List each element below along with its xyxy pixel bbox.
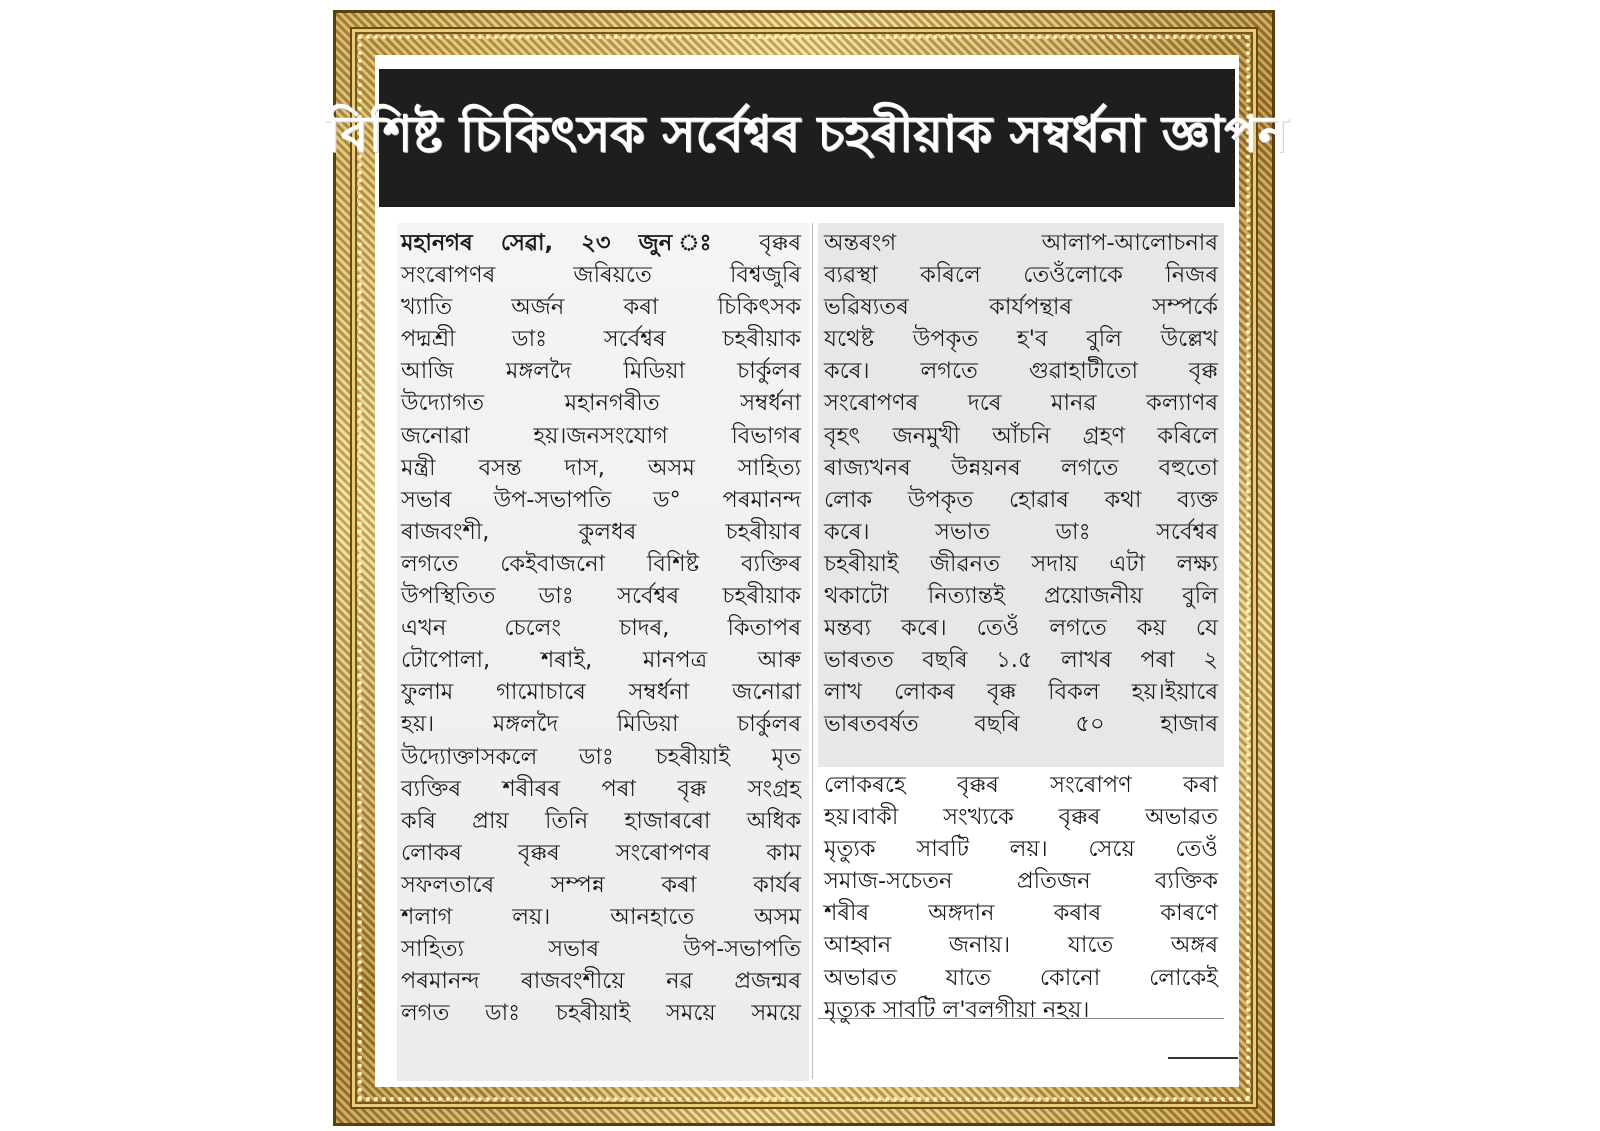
article-text-line: খ্যাতি অৰ্জন কৰা চিকিৎসক [401,294,801,321]
article-text-line: ব্যৱস্থা কৰিলে তেওঁলোকে নিজৰ [824,262,1218,289]
article-text-line: লগত ডাঃ চহৰীয়াই সময়ে সময়ে [401,1000,801,1027]
article-text-line: ভাৰতবৰ্ষত বছৰি ৫০ হাজাৰ [824,711,1218,738]
article-text-line: শৰীৰ অঙ্গদান কৰাৰ কাৰণে [824,900,1218,927]
article-text-line: সফলতাৰে সম্পন্ন কৰা কাৰ্যৰ [401,871,801,898]
left-first-line-text: বৃক্কৰ [759,230,801,256]
article-text-line: সমাজ-সচেতন প্ৰতিজন ব্যক্তিক [824,868,1218,895]
article-text-line: পদ্মশ্ৰী ডাঃ সৰ্বেশ্বৰ চহৰীয়াক [401,326,801,353]
article-end-rule [1168,1057,1238,1059]
article-text-line: হয়। মঙ্গলদৈ মিডিয়া চাৰ্কুলৰ [401,711,801,738]
article-text-line: সংৰোপণৰ জৰিয়তে বিশ্বজুৰি [401,262,801,289]
article-text-line: শলাগ লয়। আনহাতে অসম [401,903,801,930]
dateline: মহানগৰ সেৱা, ২৩ জুন ঃ [401,230,732,256]
article-text-line: ফুলাম গামোচাৰে সম্বৰ্ধনা জনোৱা [401,679,801,706]
article-text-line: ৰাজবংশী, কুলধৰ চহৰীয়াৰ [401,518,801,545]
article-text-line: সভাৰ উপ-সভাপতি ড° পৰমানন্দ [401,486,801,513]
article-text-line: উদ্যোগত মহানগৰীত সম্বৰ্ধনা [401,390,801,417]
article-column-right [818,223,1224,1023]
article-text-line: অন্তৰংগ আলাপ-আলোচনাৰ [824,230,1218,256]
article-text-line: জনোৱা হয়।জনসংযোগ বিভাগৰ [401,422,801,449]
headline-text: বিশিষ্ট চিকিৎসক সৰ্বেশ্বৰ চহৰীয়াক সম্বৰ্ধনা জ্ঞাপন [326,104,1288,163]
article-text-line: অভাৱত যাতে কোনো লোকেই [824,964,1218,991]
article-text-line: কৰে। লগতে গুৱাহাটীতো বৃক্ক [824,358,1218,385]
article-text-line: মৃত্যুক সাবটি লয়। সেয়ে তেওঁ [824,836,1218,863]
newspaper-clipping [326,55,1288,1087]
article-text-line: থকাটো নিত্যান্তই প্ৰয়োজনীয় বুলি [824,583,1218,610]
article-text-line: আজি মঙ্গলদৈ মিডিয়া চাৰ্কুলৰ [401,358,801,385]
article-text-line: হয়।বাকী সংখ্যকে বৃক্কৰ অভাৱত [824,804,1218,831]
article-text-line: আহ্বান জনায়। যাতে অঙ্গৰ [824,932,1218,959]
article-text-line: লোকৰ বৃক্কৰ সংৰোপণৰ কাম [401,839,801,866]
column-divider [812,223,813,1079]
article-text-line: কৰে। সভাত ডাঃ সৰ্বেশ্বৰ [824,518,1218,545]
article-text-line: মৃত্যুক সাবটি ল'বলগীয়া নহয়। [824,996,1090,1023]
article-text-line: টোপোলা, শৰাই, মানপত্ৰ আৰু [401,647,801,674]
article-text-line: ভাৰতত বছৰি ১.৫ লাখৰ পৰা ২ [824,647,1218,674]
article-text-line: ভৱিষ্যতৰ কাৰ্যপন্থাৰ সম্পৰ্কে [824,294,1218,321]
article-text-line: লগতে কেইবাজনো বিশিষ্ট ব্যক্তিৰ [401,550,801,577]
article-text-line: ৰাজ্যখনৰ উন্নয়নৰ লগতে বহুতো [824,454,1218,481]
article-text-line: মন্তব্য কৰে। তেওঁ লগতে কয় যে [824,615,1218,642]
article-text-line: উদ্যোক্তাসকলে ডাঃ চহৰীয়াই মৃত [401,743,801,770]
article-text-line: এখন চেলেং চাদৰ, কিতাপৰ [401,615,801,642]
gold-picture-frame [326,10,1288,1126]
article-text-line: ব্যক্তিৰ শৰীৰৰ পৰা বৃক্ক সংগ্ৰহ [401,775,801,802]
article-text-line: চহৰীয়াই জীৱনত সদায় এটা লক্ষ্য [824,550,1218,577]
article-text-line: লোকৰহে বৃক্কৰ সংৰোপণ কৰা [824,772,1218,798]
left-first-line [401,227,801,259]
article-text-line: পৰমানন্দ ৰাজবংশীয়ে নৱ প্ৰজন্মৰ [401,968,801,995]
article-column-left [397,223,809,1081]
article-text-line: লোক উপকৃত হোৱাৰ কথা ব্যক্ত [824,486,1218,513]
article-text-line: লাখ লোকৰ বৃক্ক বিকল হয়।ইয়াৰে [824,679,1218,706]
article-column-right-shaded [818,223,1224,767]
headline-banner [326,69,1288,207]
article-text-line: উপস্থিতিত ডাঃ সৰ্বেশ্বৰ চহৰীয়াক [401,583,801,610]
article-text-line: কৰি প্ৰায় তিনি হাজাৰৰো অধিক [401,807,801,834]
article-text-line: সংৰোপণৰ দৰে মানৱ কল্যাণৰ [824,390,1218,417]
article-text-line: মন্ত্ৰী বসন্ত দাস, অসম সাহিত্য [401,454,801,481]
article-column-right-plain [818,767,1224,1023]
article-text-line: বৃহৎ জনমুখী আঁচনি গ্ৰহণ কৰিলে [824,422,1218,449]
article-text-line: সাহিত্য সভাৰ উপ-সভাপতি [401,936,801,963]
article-text-line: যথেষ্ট উপকৃত হ'ব বুলি উল্লেখ [824,326,1218,353]
